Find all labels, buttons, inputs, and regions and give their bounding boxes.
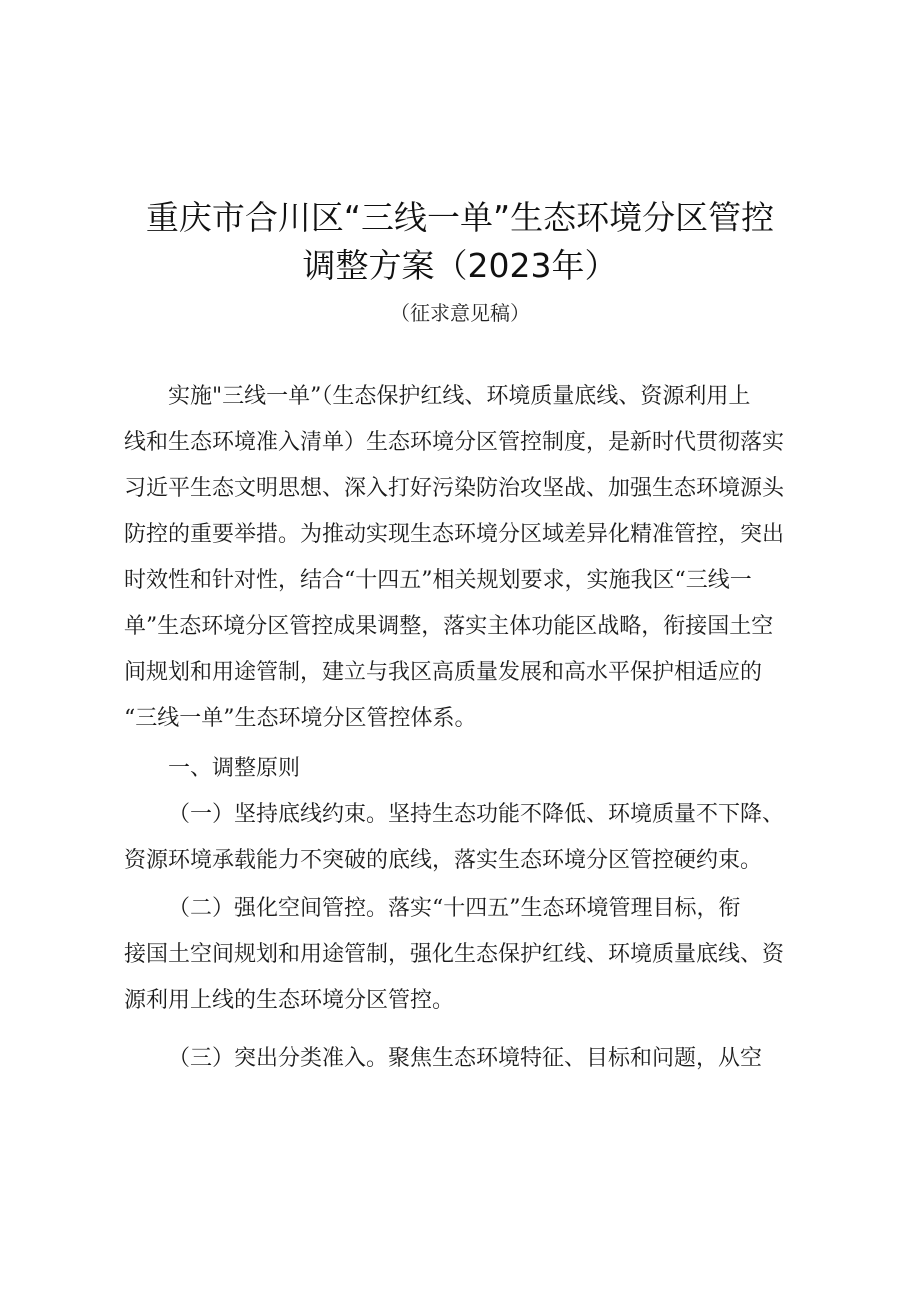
intro-paragraph-line: 习近平生态文明思想、深入打好污染防治攻坚战、加强生态环境源头: [124, 476, 785, 501]
intro-paragraph-line: 单”生态环境分区管控成果调整，落实主体功能区战略，衔接国土空: [124, 614, 774, 639]
principle-1-line: （一）坚持底线约束。坚持生态功能不降低、环境质量不下降、: [168, 802, 785, 827]
intro-paragraph-line: 时效性和针对性，结合“十四五”相关规划要求，实施我区“三线一: [124, 568, 752, 593]
principle-3-line: （三）突出分类准入。聚焦生态环境特征、目标和问题，从空: [168, 1046, 763, 1071]
principle-2-line: 源利用上线的生态环境分区管控。: [124, 988, 455, 1013]
principle-2-line: 接国土空间规划和用途管制，强化生态保护红线、环境质量底线、资: [124, 942, 785, 967]
intro-paragraph-line: 实施"三线一单”（生态保护红线、环境质量底线、资源利用上: [168, 384, 751, 409]
principle-1-line: 资源环境承载能力不突破的底线，落实生态环境分区管控硬约束。: [124, 848, 763, 873]
intro-paragraph-line: 防控的重要举措。为推动实现生态环境分区域差异化精准管控，突出: [124, 522, 785, 547]
document-title-line-2: 调整方案（2023年）: [302, 246, 618, 285]
intro-paragraph-line: “三线一单”生态环境分区管控体系。: [124, 706, 477, 731]
section-heading: 一、调整原则: [168, 756, 301, 781]
principle-2-line: （二）强化空间管控。落实“十四五”生态环境管理目标，衔: [168, 896, 741, 921]
intro-paragraph-line: 线和生态环境准入清单）生态环境分区管控制度，是新时代贯彻落实: [124, 430, 785, 455]
document-subtitle: （征求意见稿）: [390, 301, 530, 325]
intro-paragraph-line: 间规划和用途管制，建立与我区高质量发展和高水平保护相适应的: [124, 660, 763, 685]
document-title-line-1: 重庆市合川区“三线一单”生态环境分区管控: [145, 198, 775, 237]
